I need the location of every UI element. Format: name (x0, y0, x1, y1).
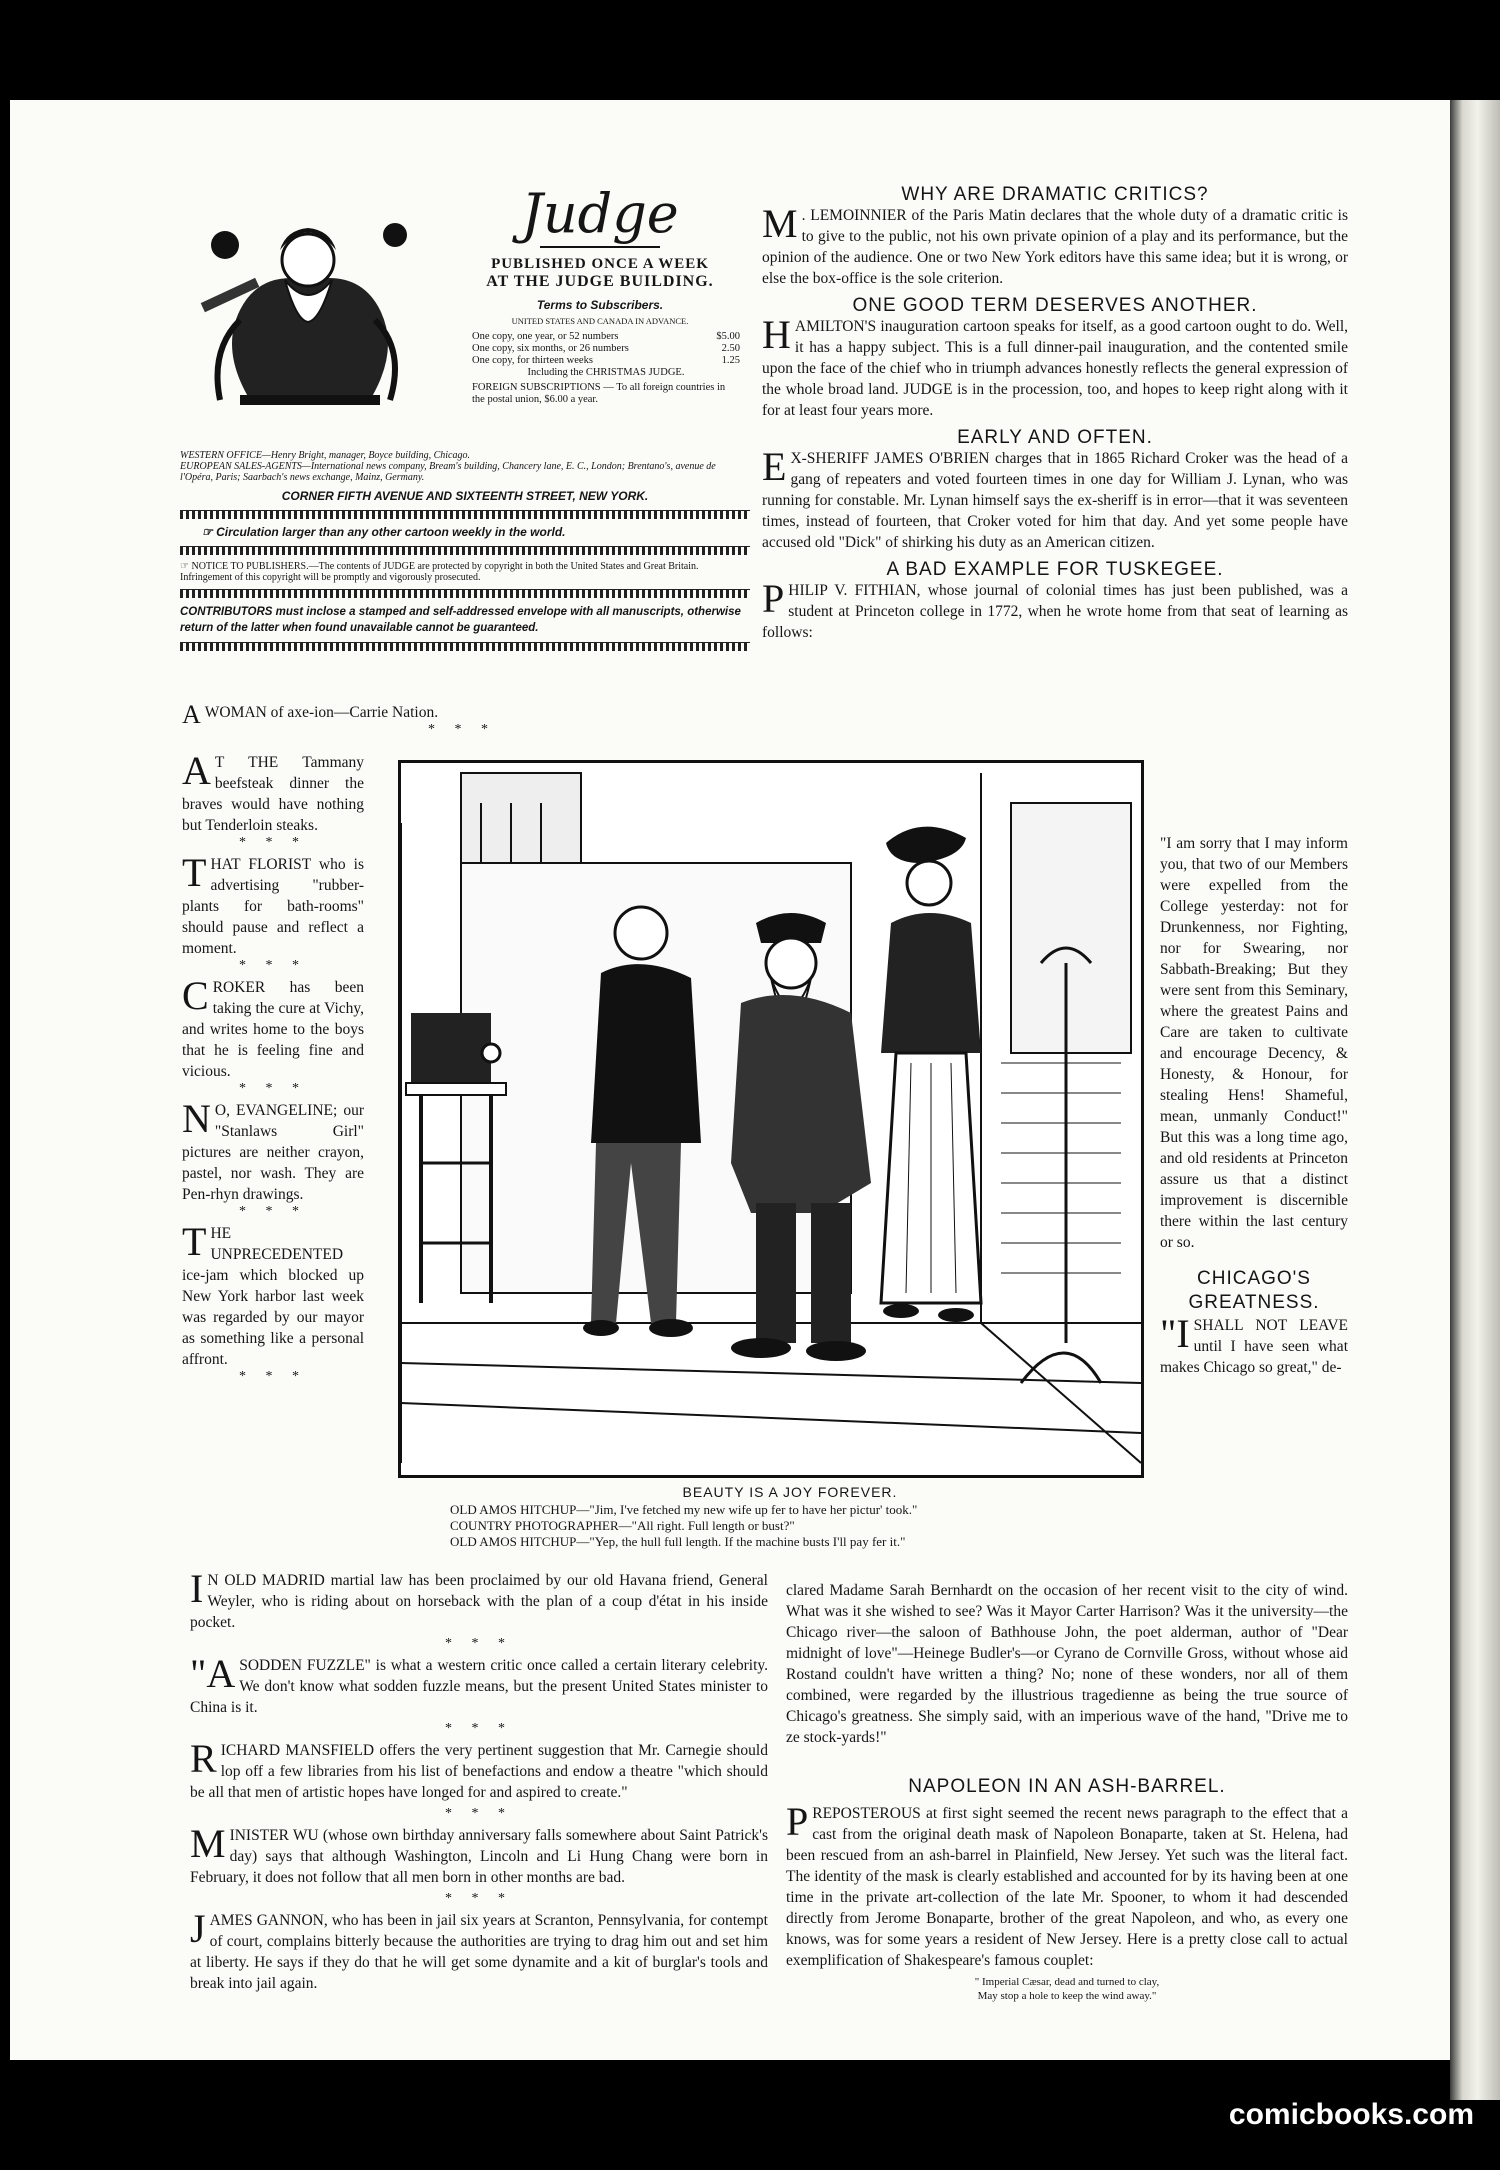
tuskegee-paragraph: PHILIP V. FITHIAN, whose journal of colonial times has just been published, was a student at Princeton college in 1772, when he wrote home from that seat of learning as follows: (762, 576, 1348, 641)
magazine-page (10, 100, 1450, 2060)
chicago-start: "I SHALL NOT LEAVE until I have seen what makes Chicago so great," de- (1160, 1311, 1348, 1376)
camera-on-stand (406, 1013, 506, 1303)
cartoon-title: BEAUTY IS A JOY FOREVER. (682, 1484, 898, 1500)
rates-note: Including the CHRISTMAS JUDGE. (527, 367, 685, 378)
european-agents: EUROPEAN SALES-AGENTS—International news company, Bream's building, Chancery lane, E. C., London; Brentano's, avenue de l'Opéra, Paris; Saarbach's news exchange, Mainz, Germany. (180, 461, 716, 483)
item-croker: CROKER has been taking the cure at Vichy, and writes home to the boys that he is feeling fine and vicious. (182, 973, 364, 1080)
rate-row: One copy, one year, or 52 numbers $5.00 (472, 331, 740, 342)
item-mansfield: RICHARD MANSFIELD offers the very pertinent suggestion that Mr. Carnegie should lop off a few libraries from his list of benefactions and endow a theatre "which should be all that men of artistic hopes have longed for and aspired to create." (190, 1736, 768, 1801)
source-watermark: comicbooks.com (1228, 2098, 1474, 2131)
wave-rule (180, 546, 750, 555)
item-florist: THAT FLORIST who is advertising "rubber-plants for bath-rooms" should pause and reflect a moment. (182, 850, 364, 957)
wave-rule (180, 642, 750, 651)
item-evangeline: N O, EVANGELINE; our "Stanlaws Girl" pictures are neither crayon, pastel, nor wash. They are Pen-rhyn drawings. (182, 1096, 364, 1203)
shakespeare-couplet: " Imperial Cæsar, dead and turned to clay, May stop a hole to keep the wind away." (974, 1976, 1160, 2002)
tuskegee-heading: A BAD EXAMPLE FOR TUSKEGEE. (886, 559, 1224, 580)
circulation-line: ☞ Circulation larger than any other cartoon weekly in the world. (202, 525, 566, 539)
item-gannon: JAMES GANNON, who has been in jail six years at Scranton, Pennsylvania, for contempt of court, complains bitterly because the authorities are trying to drag him out and set him at liberty. He says if they do that he will get some dynamite and a kit of burglar's tools and break into jail again. (190, 1906, 768, 1992)
napoleon-heading: NAPOLEON IN AN ASH-BARREL. (908, 1776, 1226, 1797)
chicago-continuation (786, 1580, 1348, 2003)
masthead-illustration (180, 200, 440, 410)
right-narrow-column (1160, 833, 1348, 1378)
chicago-heading: CHICAGO'S GREATNESS. (1188, 1268, 1320, 1313)
photographer-cartoon-illustration (401, 763, 1141, 1475)
right-column-top (762, 184, 1348, 643)
western-office: WESTERN OFFICE—Henry Bright, manager, Boyce building, Chicago. (180, 450, 470, 461)
item-woman: A WOMAN of axe-ion—Carrie Nation. * * * (182, 700, 496, 737)
terms-sub: UNITED STATES AND CANADA IN ADVANCE. (511, 316, 689, 326)
item-wu: MINISTER WU (whose own birthday anniversary falls somewhere about Saint Patrick's day) says that although Washington, Lincoln and Li Hung Chang were born in February, it does not follow that all men born in other months are bad. (190, 1821, 768, 1886)
rate-row: One copy, for thirteen weeks 1.25 (472, 355, 740, 366)
terms-heading: Terms to Subscribers. (536, 298, 664, 312)
term-paragraph: HAMILTON'S inauguration cartoon speaks for itself, as a good cartoon ought to do. Well, it has a happy subject. This is a full dinner-pail inauguration, and the contented smile upon the face of the chief who in triumph advances honestly reflects the general expression of the whole broad land. JUDGE is in the procession, too, and hopes to keep right along with it for at least four years more. (762, 312, 1348, 419)
caption-line: OLD AMOS HITCHUP—"Jim, I've fetched my new wife up fer to have her pictur' took." (450, 1502, 918, 1517)
corner-address: CORNER FIFTH AVENUE AND SIXTEENTH STREET, NEW YORK. (281, 489, 649, 503)
contributors-notice: CONTRIBUTORS must inclose a stamped and self-addressed envelope with all manuscripts, otherwise return of the latter when found unavailable cannot be guaranteed. (180, 606, 741, 634)
foreign-subscriptions: FOREIGN SUBSCRIPTIONS — To all foreign countries in the postal union, $6.00 a year. (472, 382, 726, 405)
page-gutter (1450, 100, 1500, 2100)
chicago-rest: clared Madame Sarah Bernhardt on the occasion of her recent visit to the city of wind. What was it she wished to see? Was it Mayor Carter Harrison? Was it the university—the Chicago river—the saloon of Bathhouse John, the poet alderman, author of "Dear midnight of love"—Heinege Budler's—or Cyrano de Cornville Gross, without whose aid Rostand couldn't have written a thing? No; none of these wonders, nor all of them combined, were regarded by the illustrious tragedienne as being the true source of Chicago's greatness. She simply said, with an imperious wave of the hand, "Drive me to ze stock-yards!" (786, 1582, 1348, 1746)
caption-line: COUNTRY PHOTOGRAPHER—"All right. Full length or bust?" (450, 1518, 795, 1533)
item-tammany: A T THE Tammany beefsteak dinner the braves would have nothing but Tenderloin steaks. (182, 748, 364, 834)
published-line: PUBLISHED ONCE A WEEK (491, 256, 709, 272)
notice-publishers: ☞ NOTICE TO PUBLISHERS.—The contents of JUDGE are protected by copyright in both the United States and Great Britain. Infringement of this copyright will be promptly and vigorously prosecuted. (180, 561, 699, 583)
early-heading: EARLY AND OFTEN. (957, 427, 1153, 448)
item-fuzzle: "A SODDEN FUZZLE" is what a western critic once called a certain literary celebrity. We don't know what sodden fuzzle means, but the present United States minister to China is it. (190, 1651, 768, 1716)
new-wife-figure (881, 827, 981, 1322)
rates-table (472, 331, 740, 379)
building-line: AT THE JUDGE BUILDING. (486, 273, 714, 290)
judge-figure-icon (180, 200, 440, 410)
caption-line: OLD AMOS HITCHUP—"Yep, the hull full length. If the machine busts I'll pay fer it." (450, 1534, 906, 1549)
wave-rule (180, 510, 750, 519)
left-narrow-column: A T THE Tammany beefsteak dinner the braves would have nothing but Tenderloin steaks. * * * THAT FLORIST who is advertising "rubber-plants for bath-rooms" should pause and reflect a moment. * * * CROKER has been taking the cure at Vichy, and writes home to the boys that he is feeling fine and vicious. * * * N O, EVANGELINE; our "Stanlaws Girl" pictures are neither crayon, pastel, nor wash. They are Pen-rhyn drawings. * * * THE UNPRECEDENTED ice-jam which blocked up New York harbor last week was regarded by our mayor as something like a personal affront. * * * (182, 748, 364, 1384)
term-heading: ONE GOOD TERM DESERVES ANOTHER. (852, 295, 1258, 316)
cartoon-frame (398, 760, 1144, 1478)
masthead-offices (180, 450, 750, 657)
rate-row: One copy, six months, or 26 numbers 2.50 (472, 343, 740, 354)
early-paragraph: E X-SHERIFF JAMES O'BRIEN charges that in 1865 Richard Croker was the head of a gang of repeaters and voted fourteen times in one day for William J. Lynan, who was running for constable. Mr. Lynan himself says the ex-sheriff is in error—that it was seventeen times, instead of fourteen, that Croker voted for him that day. And yet some people have accused old "Dick" of shirking his duty as an American citizen. (762, 444, 1348, 551)
cartoon-caption (450, 1484, 1130, 1550)
tuskegee-quote: "I am sorry that I may inform you, that two of our Members were expelled from the College yesterday: not for Drunkenness, nor Fighting, nor for Swearing, nor Sabbath-Breaking; But they were sent from this Seminary, where the greatest Pains and Care are taken to cultivate and encourage Decency, & Honesty, & Honour, for stealing Hens! Shameful, mean, unmanly Conduct!" But this was a long time ago, and old residents at Princeton assure us that a distinct improvement is discernible there within the last century or so. (1160, 835, 1348, 1251)
title-rule (540, 246, 660, 248)
lower-left-column: I N OLD MADRID martial law has been proclaimed by our old Havana friend, General Weyler, who is riding about on horseback with the plan of a coup d'état in his inside pocket. * * * "A SODDEN FUZZLE" is what a western critic once called a certain literary celebrity. We don't know what sodden fuzzle means, but the present United States minister to China is it. * * * RICHARD MANSFIELD offers the very pertinent suggestion that Mr. Carnegie should lop off a few libraries from his list of benefactions and endow a theatre "which should be all that men of artistic hopes have longed for and aspired to create." * * * MINISTER WU (whose own birthday anniversary falls somewhere about Saint Patrick's day) says that although Washington, Lincoln and Li Hung Chang were born in February, it does not follow that all men born in other months are bad. * * * JAMES GANNON, who has been in jail six years at Scranton, Pennsylvania, for contempt of court, complains bitterly because the authorities are trying to drag him out and set him at liberty. He says if they do that he will get some dynamite and a kit of burglar's tools and break into jail again. (190, 1566, 768, 1992)
wave-rule (180, 589, 750, 598)
critics-heading: WHY ARE DRAMATIC CRITICS? (901, 184, 1209, 205)
item-madrid: I N OLD MADRID martial law has been proclaimed by our old Havana friend, General Weyler, who is riding about on horseback with the plan of a coup d'état in his inside pocket. (190, 1566, 768, 1631)
item-icejam: THE UNPRECEDENTED ice-jam which blocked up New York harbor last week was regarded by our mayor as something like a personal affront. (182, 1219, 364, 1368)
napoleon-paragraph: PREPOSTEROUS at first sight seemed the recent news paragraph to the effect that a cast from the original death mask of Napoleon Bonaparte, taken at St. Helena, had been rescued from an ash-barrel in Plainfield, New Jersey. Yet such was the literal fact. The identity of the mask is clearly established and accounted for by its having been at one time in the private art-collection of the late Mr. Spooner, to whom it had descended directly from Jerome Bonaparte, brother of the great Napoleon, and who, as every one knows, was for some years a resident of New Jersey. Here is a pretty close call to actual exemplification of Shakespeare's famous couplet: (786, 1799, 1348, 1969)
masthead-text (460, 182, 740, 406)
masthead-title: Judge (521, 182, 679, 245)
critics-paragraph: M . LEMOINNIER of the Paris Matin declares that the whole duty of a dramatic critic is to give to the public, not his own private opinion of a play and its performance, but the opinion of the audience. One or two New York editors have this same idea; but it is wrong, or else the box-office is the sole criterion. (762, 201, 1348, 287)
